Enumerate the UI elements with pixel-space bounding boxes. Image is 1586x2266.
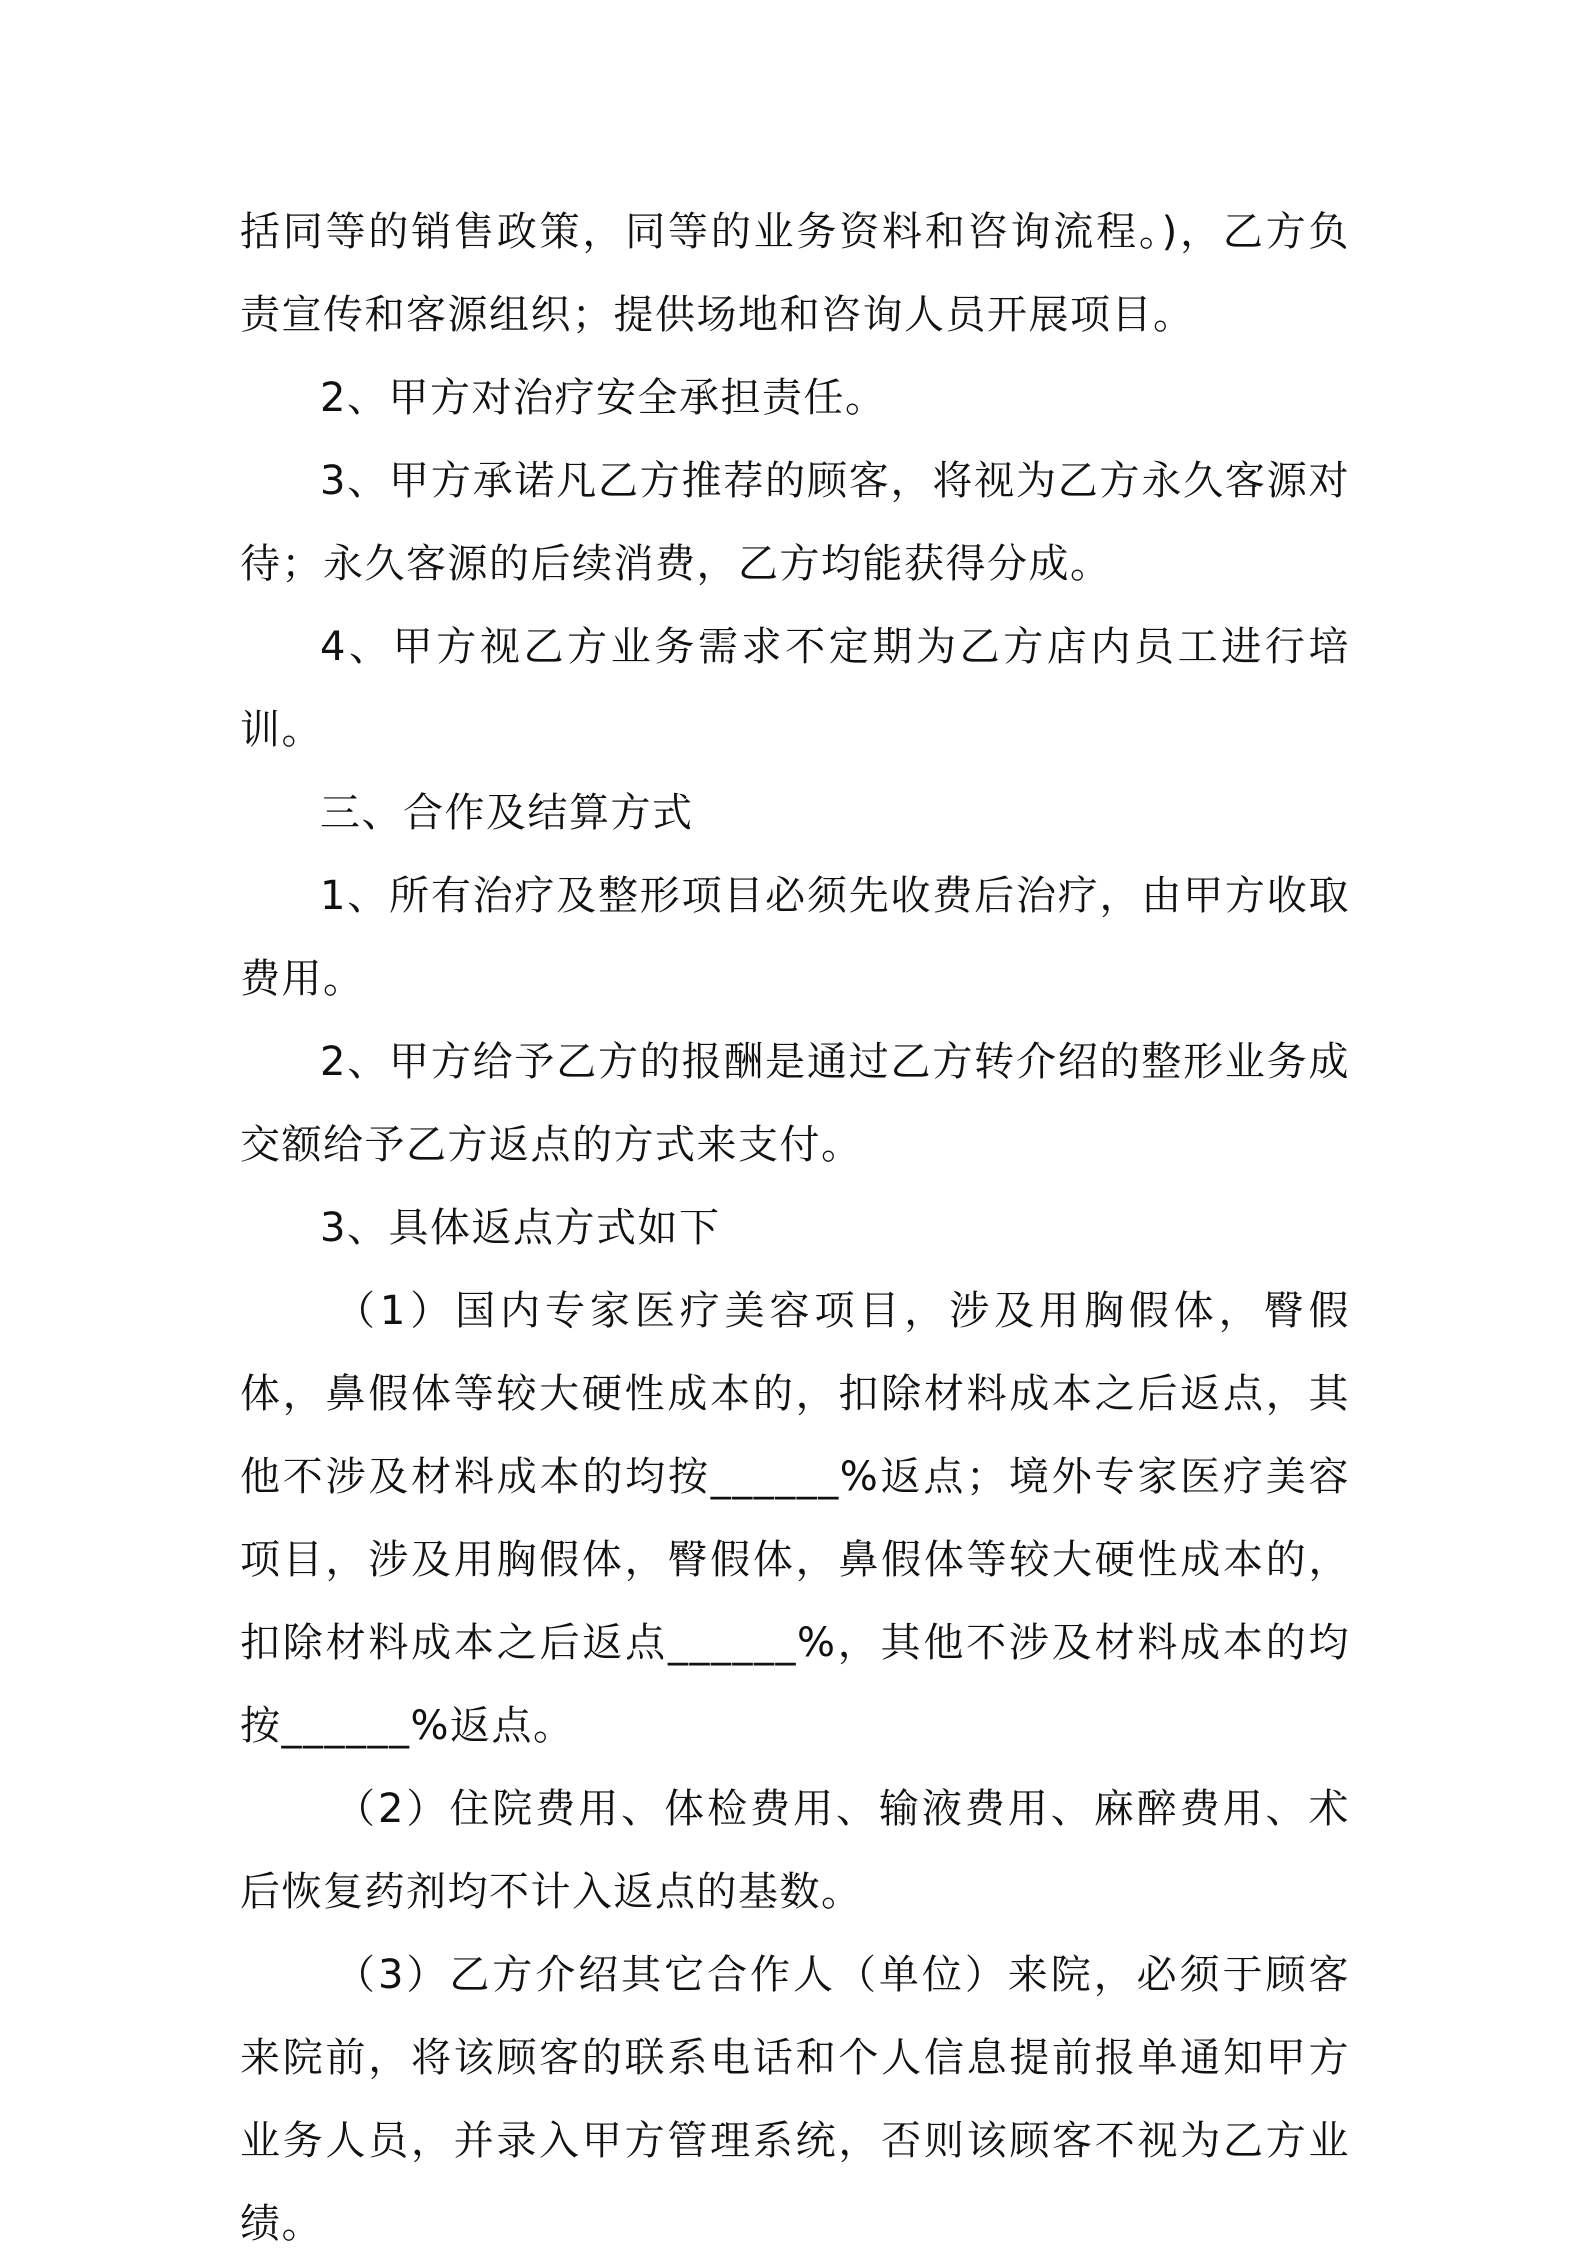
section-heading-cooperation-settlement: 三、合作及结算方式 — [320, 790, 694, 836]
paragraph-item-3-rebate-method: 3、具体返点方式如下 — [320, 1205, 721, 1251]
paragraph-subitem-3-referrals: （3）乙方介绍其它合作人（单位）来院，必须于顾客来院前，将该顾客的联系电话和个人信息提前报单通知甲方业务人员，并录入甲方管理系统，否则该顾客不视为乙方业绩。 — [240, 1952, 1350, 2247]
paragraph-item-2-safety: 2、甲方对治疗安全承担责任。 — [320, 375, 887, 421]
paragraph-subitem-2-excluded-fees: （2）住院费用、体检费用、输液费用、麻醉费用、术后恢复药剂均不计入返点的基数。 — [240, 1786, 1350, 1915]
paragraph-item-3-permanent-clients: 3、甲方承诺凡乙方推荐的顾客，将视为乙方永久客源对待；永久客源的后续消费，乙方均能获得分成。 — [240, 458, 1350, 587]
paragraph-continuation: 括同等的销售政策，同等的业务资料和咨询流程。)，乙方负责宣传和客源组织；提供场地和咨询人员开展项目。 — [240, 209, 1350, 338]
paragraph-item-4-training: 4、甲方视乙方业务需求不定期为乙方店内员工进行培训。 — [240, 624, 1350, 753]
paragraph-subitem-1-rebate-rates: （1）国内专家医疗美容项目，涉及用胸假体，臀假体，鼻假体等较大硬性成本的，扣除材料成本之后返点，其他不涉及材料成本的均按______%返点；境外专家医疗美容项目，涉及用胸假体，臀假体，鼻假体等较大硬性成本的，扣除材料成本之后返点______%，其他不涉及材料成本的均按______%返点。 — [240, 1288, 1350, 1749]
paragraph-item-2-remuneration: 2、甲方给予乙方的报酬是通过乙方转介绍的整形业务成交额给予乙方返点的方式来支付。 — [240, 1039, 1350, 1168]
paragraph-item-1-fees: 1、所有治疗及整形项目必须先收费后治疗，由甲方收取费用。 — [240, 873, 1350, 1002]
document-body — [240, 191, 1350, 2266]
